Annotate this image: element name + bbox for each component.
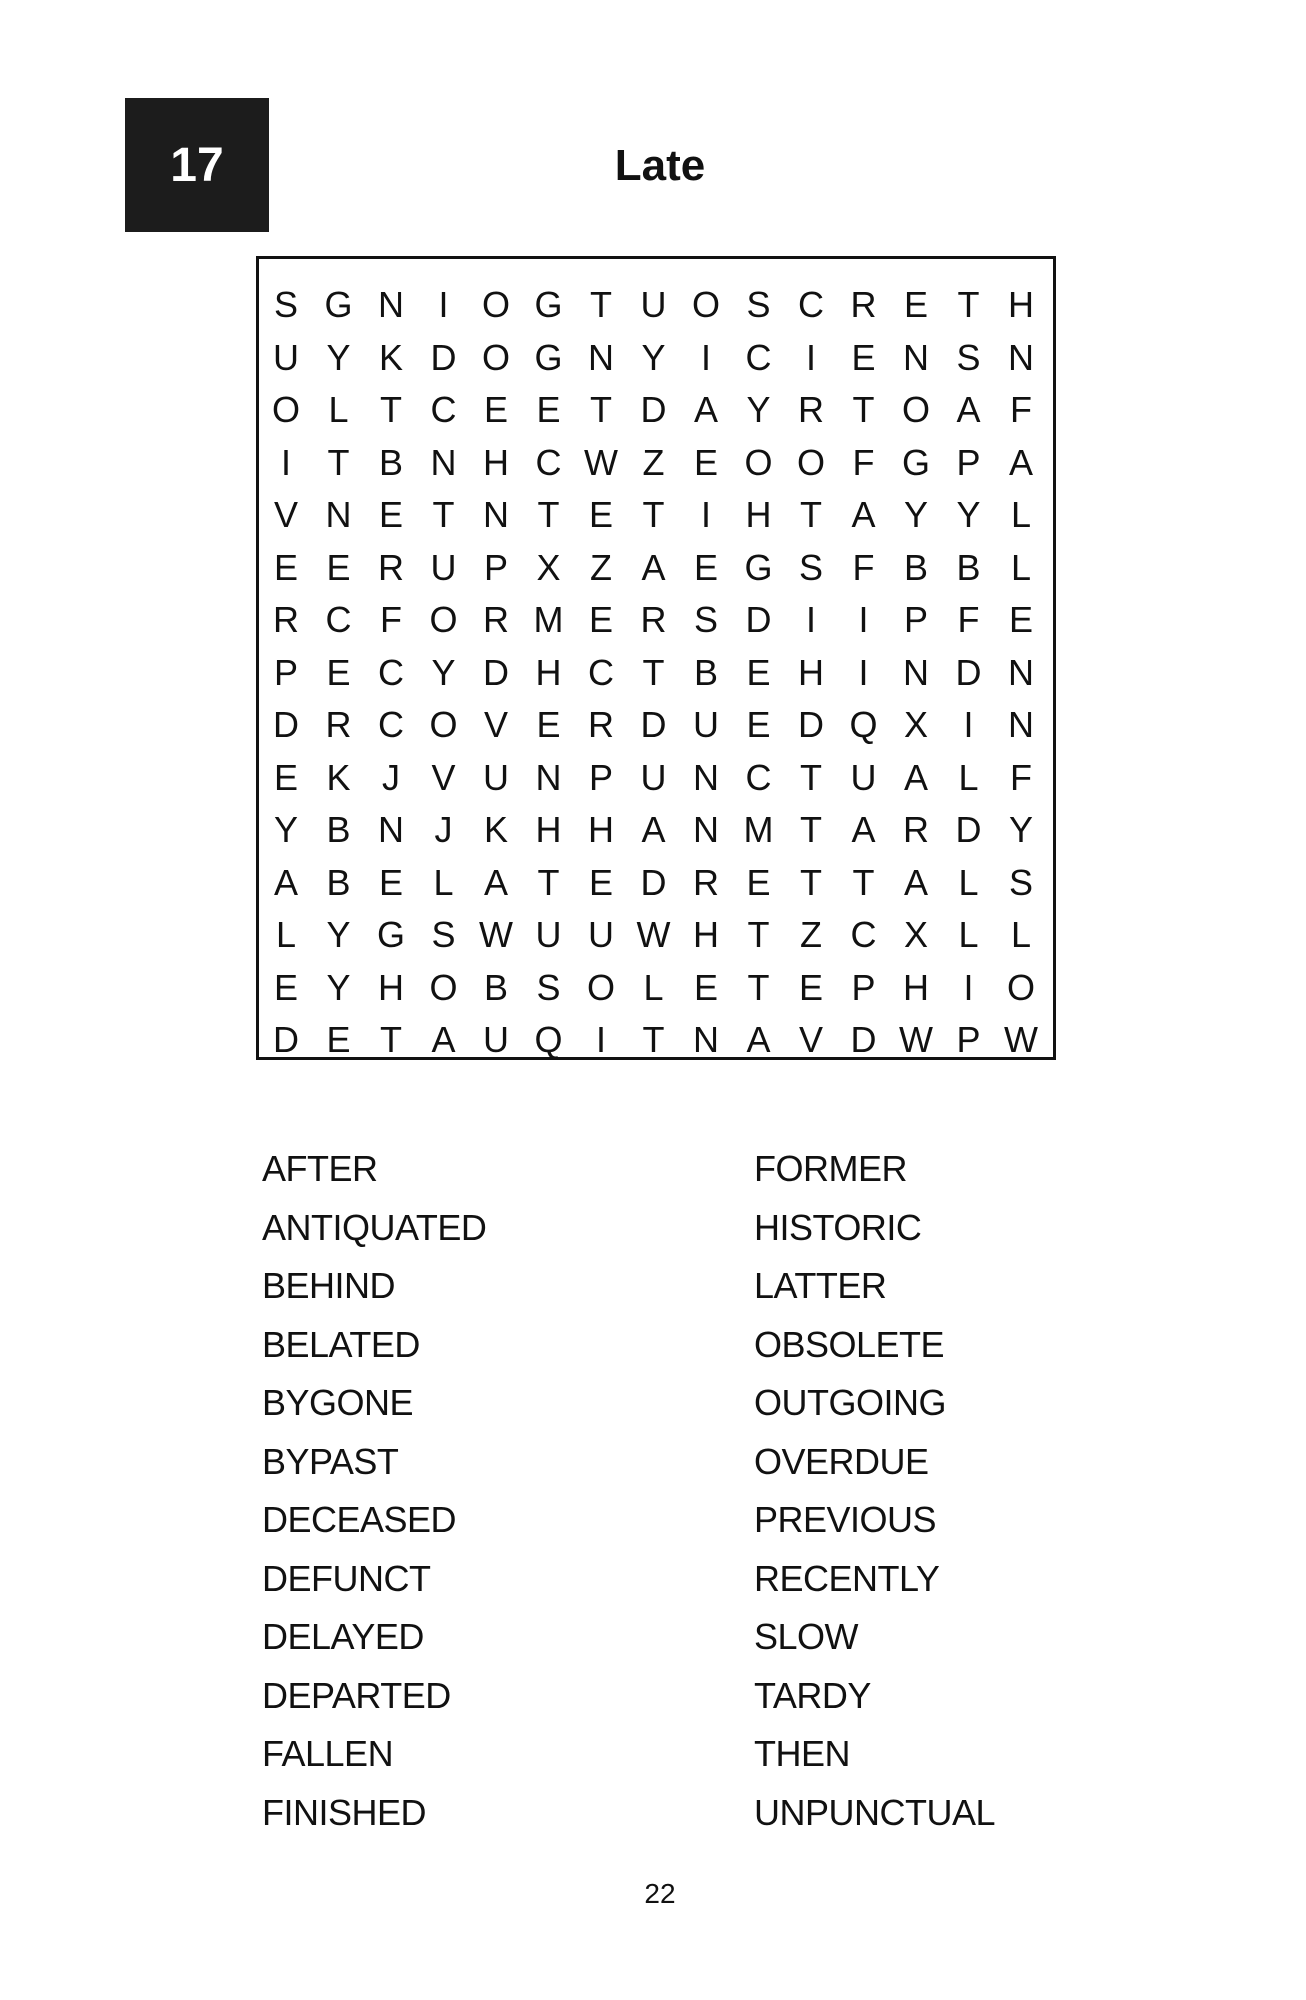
grid-letter: L [1010,546,1032,588]
grid-letter: V [798,1019,823,1060]
grid-letter: A [641,809,666,850]
grid-letter: A [956,389,981,430]
grid-letter: O [481,336,510,378]
grid-letter: U [640,756,667,798]
grid-letter: N [1008,704,1034,745]
word-list-right [754,1140,995,1842]
grid-letter: H [903,966,929,1008]
grid-letter: U [535,914,562,955]
grid-letter: D [850,1019,877,1060]
grid-letter: C [430,389,457,430]
grid-letter: T [380,1019,402,1060]
grid-letter: T [852,389,875,430]
grid-letter: D [640,389,667,430]
grid-letter: L [1010,914,1032,955]
grid-letter: B [378,441,403,483]
word-list-item: FORMER [754,1148,907,1189]
grid-letter: S [746,284,771,325]
grid-letter: F [957,599,980,640]
grid-letter: E [378,494,403,535]
grid-letter: U [693,704,719,745]
grid-letter: I [963,966,974,1008]
grid-letter: Y [1008,809,1033,850]
word-list-item: PREVIOUS [754,1499,937,1540]
grid-letter: R [483,599,509,640]
grid-letter: R [378,546,404,588]
grid-letter: N [535,756,562,798]
word-list-item: AFTER [262,1148,378,1189]
grid-letter: L [433,861,454,903]
grid-letter: P [483,546,508,588]
grid-letter: O [586,966,615,1008]
grid-letter: E [903,284,928,325]
grid-letter: I [805,599,816,640]
grid-letter: O [429,599,458,640]
grid-letter: I [858,599,869,640]
grid-letter: N [378,809,404,850]
grid-letter: T [747,966,770,1008]
grid-letter: E [536,389,561,430]
grid-letter: P [273,651,298,693]
grid-letter: A [431,1019,456,1060]
grid-letter: S [431,914,456,955]
grid-letter: O [744,441,773,483]
grid-letter: R [325,704,352,745]
grid-letter: L [328,389,349,430]
grid-letter: N [693,756,719,798]
grid-letter: G [324,284,353,325]
grid-letter: H [745,494,772,535]
grid-letter: E [273,756,298,798]
grid-letter: Z [642,441,665,483]
grid-letter: N [378,284,404,325]
grid-letter: I [700,494,711,535]
grid-letter: T [537,861,560,903]
grid-letter: D [640,861,667,903]
grid-letter: J [434,809,453,850]
grid-letter: P [588,756,613,798]
grid-letter: O [796,441,825,483]
grid-letter: B [326,861,351,903]
grid-letter: X [903,914,928,955]
grid-letter: T [957,284,980,325]
word-list-item: BYPAST [262,1440,399,1482]
word-list-item: LATTER [754,1265,887,1306]
grid-letter: C [745,756,772,798]
grid-letter: E [588,599,613,640]
grid-letter: T [537,494,560,535]
grid-letter: W [636,914,671,955]
word-list-item: DEFUNCT [262,1557,431,1599]
grid-letter: T [747,914,770,955]
grid-letter: E [693,966,718,1008]
grid-letter: E [483,389,508,430]
grid-letter: W [1004,1019,1038,1060]
grid-letter: S [798,546,823,588]
grid-letter: H [693,914,719,955]
grid-letter: Q [534,1019,563,1060]
grid-letter: F [852,546,875,588]
grid-letter: E [273,966,298,1008]
grid-letter: I [438,284,449,325]
grid-letter: T [327,441,350,483]
grid-letter: V [273,494,298,535]
grid-letter: N [693,809,719,850]
grid-letter: P [851,966,876,1008]
grid-letter: E [273,546,298,588]
grid-letter: P [956,441,981,483]
word-list-item: DECEASED [262,1499,457,1540]
word-list-item: OBSOLETE [754,1323,945,1365]
grid-letter: P [903,599,928,640]
grid-letter: M [533,599,564,640]
grid-letter: V [483,704,508,745]
grid-letter: T [800,809,822,850]
grid-letter: C [798,284,824,325]
word-list-left [262,1140,486,1842]
grid-letter: Y [641,336,666,378]
word-list-item: FINISHED [262,1791,427,1833]
grid-letter: R [273,599,299,640]
grid-letter: I [963,704,974,745]
puzzle-number-badge [125,98,269,232]
grid-letter: C [378,651,404,693]
grid-letter: E [326,546,351,588]
puzzle-title: Late [614,141,706,190]
grid-letter: X [903,704,928,745]
word-search-grid [256,256,1056,1060]
grid-letter: N [1008,336,1034,378]
grid-letter: C [745,336,772,378]
grid-letter: T [642,651,665,693]
grid-letter: L [643,966,664,1008]
grid-letter: W [899,1019,933,1060]
grid-letter: T [590,389,612,430]
word-list-item: SLOW [754,1616,859,1657]
grid-letter: D [955,809,982,850]
grid-letter: R [850,284,877,325]
grid-letter: C [535,441,562,483]
grid-letter: N [483,494,509,535]
word-list-item: TARDY [754,1674,871,1716]
grid-letter: G [901,441,930,483]
grid-letter: E [693,441,718,483]
grid-letter: T [432,494,455,535]
grid-letter: D [640,704,667,745]
grid-letter: T [800,756,822,798]
grid-letter: D [430,336,457,378]
grid-letter: E [693,546,718,588]
grid-letter: L [275,914,297,955]
grid-letter: A [851,809,876,850]
grid-letter: E [746,861,771,903]
grid-letter: N [903,651,929,693]
grid-letter: A [851,494,876,535]
grid-letter: R [588,704,614,745]
word-list-item: BELATED [262,1323,420,1365]
word-list-item: ANTIQUATED [262,1206,487,1248]
grid-letter: S [273,284,298,325]
grid-letter: W [584,441,618,483]
grid-letter: E [378,861,403,903]
grid-letter: I [700,336,711,378]
grid-letter: G [534,336,563,378]
grid-letter: C [850,914,877,955]
word-list-item: FALLEN [262,1733,394,1774]
grid-letter: G [534,284,563,325]
grid-letter: A [903,756,928,798]
grid-letter: E [798,966,823,1008]
word-list-item: OVERDUE [754,1440,929,1482]
grid-letter: B [483,966,508,1008]
grid-letter: H [535,651,562,693]
page-number: 22 [644,1878,676,1909]
grid-letter: A [1008,441,1033,483]
grid-letter: E [1008,599,1033,640]
grid-letter: N [693,1019,719,1060]
grid-letter: U [850,756,877,798]
grid-letter: H [535,809,562,850]
word-list-item: BYGONE [262,1382,414,1423]
grid-letter: D [798,704,824,745]
grid-letter: D [273,1019,299,1060]
grid-letter: T [590,284,612,325]
grid-letter: F [1010,389,1032,430]
grid-letter: K [378,336,403,378]
grid-letter: D [483,651,509,693]
grid-letter: C [378,704,404,745]
grid-letter: J [382,756,400,798]
grid-letter: E [746,651,771,693]
grid-letter: U [588,914,614,955]
grid-letter: U [430,546,457,588]
grid-letter: T [380,389,402,430]
grid-letter: B [956,546,981,588]
grid-letter: Y [326,336,351,378]
grid-letter: Y [326,914,351,955]
grid-letter: R [903,809,929,850]
grid-letter: Y [326,966,351,1008]
grid-letter: S [1008,861,1033,903]
grid-letter: E [536,704,561,745]
puzzle-number: 17 [170,138,224,192]
grid-letter: E [746,704,771,745]
grid-letter: E [851,336,876,378]
grid-letter: E [588,861,613,903]
grid-letter: T [800,861,822,903]
grid-letter: T [800,494,822,535]
grid-letter: T [642,494,665,535]
word-list-item: BEHIND [262,1265,396,1306]
grid-letter: R [640,599,667,640]
grid-letter: A [641,546,666,588]
grid-letter: O [901,389,930,430]
grid-letter: L [958,861,979,903]
grid-letter: T [852,861,875,903]
grid-letter: O [429,966,458,1008]
grid-letter: U [483,756,509,798]
grid-letter: N [588,336,614,378]
grid-letter: H [378,966,404,1008]
word-list-item: DELAYED [262,1616,424,1657]
grid-letter: A [903,861,928,903]
grid-letter: R [693,861,719,903]
word-list-item: OUTGOING [754,1382,946,1423]
grid-letter: U [483,1019,509,1060]
grid-letter: H [588,809,614,850]
grid-letter: S [536,966,561,1008]
word-list-item: HISTORIC [754,1206,922,1248]
grid-letter: Y [903,494,928,535]
grid-letter: U [273,336,299,378]
grid-letter: O [481,284,510,325]
grid-letter: S [693,599,718,640]
grid-letter: D [273,704,299,745]
grid-letter: D [955,651,982,693]
grid-letter: H [483,441,509,483]
grid-letter: A [273,861,298,903]
grid-letter: O [691,284,720,325]
grid-letter: F [852,441,875,483]
grid-letter: R [798,389,824,430]
grid-letter: F [1010,756,1032,798]
grid-letter: P [956,1019,981,1060]
grid-letter: D [745,599,772,640]
grid-letter: U [640,284,667,325]
grid-letter: F [380,599,402,640]
grid-letter: W [479,914,513,955]
grid-letter: C [325,599,352,640]
grid-letter: I [595,1019,606,1060]
grid-letter: O [429,704,458,745]
grid-letter: E [326,651,351,693]
grid-letter: I [858,651,869,693]
grid-letter: L [1010,494,1032,535]
grid-letter: Y [746,389,771,430]
grid-letter: K [483,809,508,850]
grid-letter: N [325,494,352,535]
grid-letter: Y [273,809,298,850]
grid-letter: E [588,494,613,535]
grid-letter: I [280,441,291,483]
grid-letter: M [743,809,774,850]
grid-letter: E [326,1019,351,1060]
grid-letter: S [956,336,981,378]
grid-letter: B [326,809,351,850]
grid-letter: A [483,861,508,903]
grid-letter: A [746,1019,771,1060]
grid-letter: O [1006,966,1035,1008]
grid-letter: N [903,336,929,378]
grid-letter: V [431,756,456,798]
grid-letter: Y [431,651,456,693]
grid-letter: L [958,914,979,955]
grid-letter: A [693,389,718,430]
word-list-item: RECENTLY [754,1557,940,1599]
grid-letter: O [271,389,300,430]
grid-letter: H [798,651,824,693]
grid-letter: Q [849,704,878,745]
word-list-item: DEPARTED [262,1674,451,1716]
grid-letter: I [805,336,816,378]
grid-letter: Y [956,494,981,535]
grid-letter: B [903,546,928,588]
grid-letter: K [326,756,351,798]
word-list-item: UNPUNCTUAL [754,1791,996,1833]
grid-letter: L [958,756,979,798]
grid-letter: H [1008,284,1034,325]
grid-letter: G [744,546,773,588]
word-list-item: THEN [754,1733,850,1774]
grid-letter: N [1008,651,1034,693]
grid-letter: B [693,651,718,693]
grid-letter: G [376,914,405,955]
grid-letter: T [642,1019,665,1060]
grid-letter: Z [590,546,612,588]
grid-letter: X [536,546,561,588]
grid-letter: C [588,651,614,693]
grid-letter: Z [800,914,822,955]
grid-letter: N [430,441,457,483]
